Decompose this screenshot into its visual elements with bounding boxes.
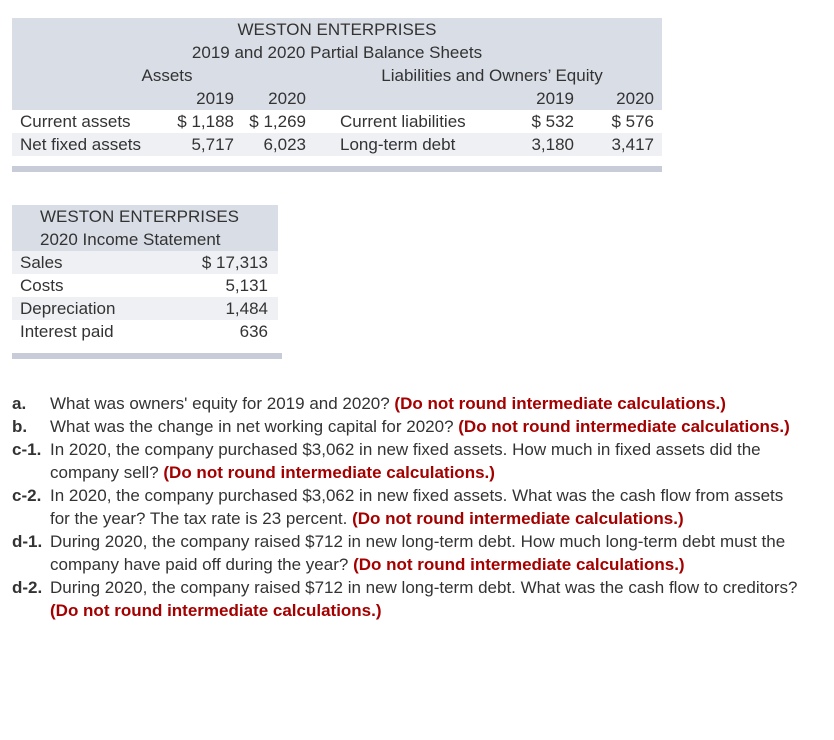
cell-value: 6,023 <box>263 135 306 154</box>
question-note: (Do not round intermediate calculations.) <box>394 394 726 413</box>
row-label: Current liabilities <box>340 112 466 131</box>
cell-value: 3,417 <box>611 135 654 154</box>
table-row <box>12 274 278 297</box>
question-item <box>12 438 802 484</box>
balance-sheet-subtitle: 2019 and 2020 Partial Balance Sheets <box>191 43 483 62</box>
cell-value: 5,131 <box>225 276 268 295</box>
question-note: (Do not round intermediate calculations.) <box>50 601 382 620</box>
assets-heading: Assets <box>141 66 193 85</box>
table-row <box>12 110 662 133</box>
question-item <box>12 392 802 415</box>
table-row <box>12 251 278 274</box>
row-label: Current assets <box>20 112 131 131</box>
question-item <box>12 530 802 576</box>
table-divider <box>12 166 662 172</box>
liabilities-heading: Liabilities and Owners’ Equity <box>381 66 603 85</box>
cell-value: $ 1,269 <box>249 112 306 131</box>
income-statement-table <box>12 205 278 343</box>
question-note: (Do not round intermediate calculations.) <box>353 555 685 574</box>
question-text: During 2020, the company raised $712 in new long-term debt. What was the cash flow to creditors? <box>50 578 798 597</box>
question-note: (Do not round intermediate calculations.) <box>163 463 495 482</box>
cell-value: $ 532 <box>531 112 574 131</box>
row-label: Interest paid <box>20 322 114 341</box>
row-label: Net fixed assets <box>20 135 141 154</box>
year-header-row <box>12 87 662 110</box>
question-item <box>12 484 802 530</box>
assets-year-2019: 2019 <box>196 89 234 108</box>
table-row <box>12 133 662 156</box>
question-note: (Do not round intermediate calculations.) <box>458 417 790 436</box>
row-label: Costs <box>20 276 64 295</box>
liab-year-2020: 2020 <box>616 89 654 108</box>
question-text: During 2020, the company raised $712 in new long-term debt. How much long-term debt must the company have paid off during the year? <box>50 532 786 574</box>
cell-value: $ 17,313 <box>201 253 268 272</box>
question-label: d-2. <box>12 578 43 597</box>
cell-value: 5,717 <box>191 135 234 154</box>
assets-year-2020: 2020 <box>268 89 306 108</box>
liab-year-2019: 2019 <box>536 89 574 108</box>
balance-sheet-header <box>12 18 662 87</box>
balance-sheet-company: WESTON ENTERPRISES <box>237 20 437 39</box>
question-item <box>12 415 802 438</box>
table-divider <box>12 353 282 359</box>
question-label: d-1. <box>12 532 43 551</box>
cell-value: $ 1,188 <box>177 112 234 131</box>
question-label: a. <box>12 394 27 413</box>
cell-value: 636 <box>239 322 268 341</box>
row-label: Depreciation <box>20 299 116 318</box>
table-row <box>12 320 278 343</box>
question-text: In 2020, the company purchased $3,062 in new fixed assets. How much in fixed assets did the company sell? <box>50 440 761 482</box>
question-text: What was owners' equity for 2019 and 2020? <box>50 394 395 413</box>
cell-value: 1,484 <box>225 299 268 318</box>
question-label: c-2. <box>12 486 42 505</box>
question-label: c-1. <box>12 440 42 459</box>
income-statement-header <box>12 205 278 251</box>
question-text: In 2020, the company purchased $3,062 in new fixed assets. What was the cash flow from assets for the year? The tax rate is 23 percent. <box>50 486 784 528</box>
question-list <box>12 392 802 622</box>
table-row <box>12 297 278 320</box>
income-statement-subtitle: 2020 Income Statement <box>40 230 221 249</box>
income-statement-company: WESTON ENTERPRISES <box>40 207 239 226</box>
row-label: Long-term debt <box>340 135 456 154</box>
balance-sheet-table <box>12 18 662 156</box>
cell-value: 3,180 <box>531 135 574 154</box>
question-text: What was the change in net working capital for 2020? <box>50 417 459 436</box>
question-note: (Do not round intermediate calculations.) <box>352 509 684 528</box>
cell-value: $ 576 <box>611 112 654 131</box>
question-label: b. <box>12 417 28 436</box>
row-label: Sales <box>20 253 63 272</box>
question-item <box>12 576 802 622</box>
